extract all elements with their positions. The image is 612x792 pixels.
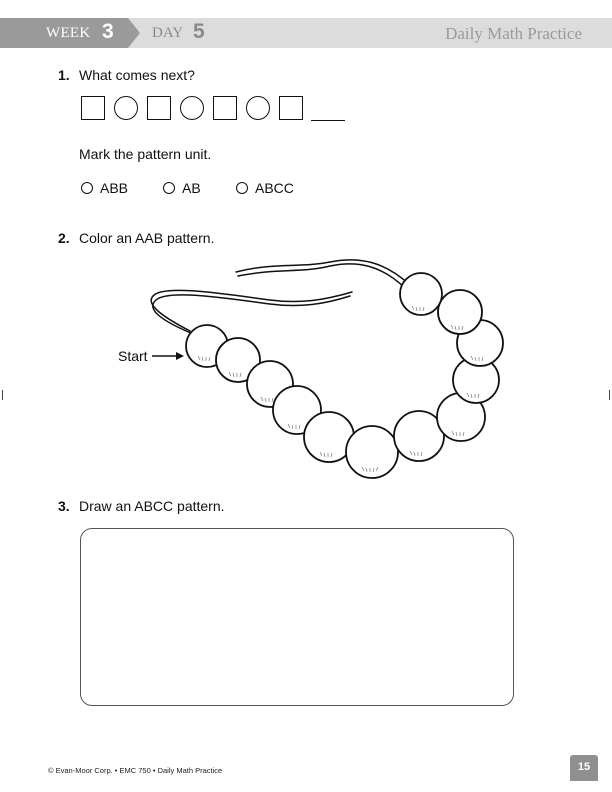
day-number: 5 xyxy=(193,20,205,43)
option-label-abb: ABB xyxy=(100,180,129,196)
bead xyxy=(394,411,444,461)
answer-blank[interactable] xyxy=(311,120,345,121)
bead xyxy=(438,290,482,334)
option-radio-abcc[interactable] xyxy=(236,182,248,194)
square-shape xyxy=(213,96,237,120)
bead xyxy=(216,338,260,382)
week-number: 3 xyxy=(102,20,114,43)
page-number-box xyxy=(570,755,598,781)
bead xyxy=(247,361,293,407)
circle-shape xyxy=(180,96,204,120)
week-label: WEEK xyxy=(46,25,91,41)
square-shape xyxy=(147,96,171,120)
page-header xyxy=(0,18,612,48)
option-radio-abb[interactable] xyxy=(81,182,93,194)
bead xyxy=(457,320,503,366)
bead xyxy=(273,386,321,434)
drawing-area[interactable] xyxy=(80,528,514,706)
crop-mark xyxy=(609,390,610,400)
question-3-number: 3. xyxy=(58,498,70,514)
square-shape xyxy=(279,96,303,120)
bead xyxy=(453,357,499,403)
start-label: Start xyxy=(118,348,148,364)
circle-shape xyxy=(114,96,138,120)
option-label-ab: AB xyxy=(182,180,201,196)
crop-mark xyxy=(2,390,3,400)
page-number: 15 xyxy=(577,761,591,773)
question-1-number: 1. xyxy=(58,67,70,83)
question-2-number: 2. xyxy=(58,230,70,246)
bead xyxy=(346,426,398,478)
question-3-prompt: Draw an ABCC pattern. xyxy=(79,498,225,514)
start-arrow-icon xyxy=(152,352,184,360)
footer-credit: © Evan-Moor Corp. • EMC 750 • Daily Math Practice xyxy=(48,766,223,775)
bead xyxy=(437,393,485,441)
bead xyxy=(304,412,354,462)
square-shape xyxy=(81,96,105,120)
option-label-abcc: ABCC xyxy=(255,180,294,196)
question-1-instruction: Mark the pattern unit. xyxy=(79,146,212,162)
bead xyxy=(400,273,442,315)
option-radio-ab[interactable] xyxy=(163,182,175,194)
day-label: DAY xyxy=(152,25,184,41)
bead xyxy=(186,325,228,367)
circle-shape xyxy=(246,96,270,120)
question-2-prompt: Color an AAB pattern. xyxy=(79,230,215,246)
question-1-prompt: What comes next? xyxy=(79,67,195,83)
page-title: Daily Math Practice xyxy=(445,24,582,43)
